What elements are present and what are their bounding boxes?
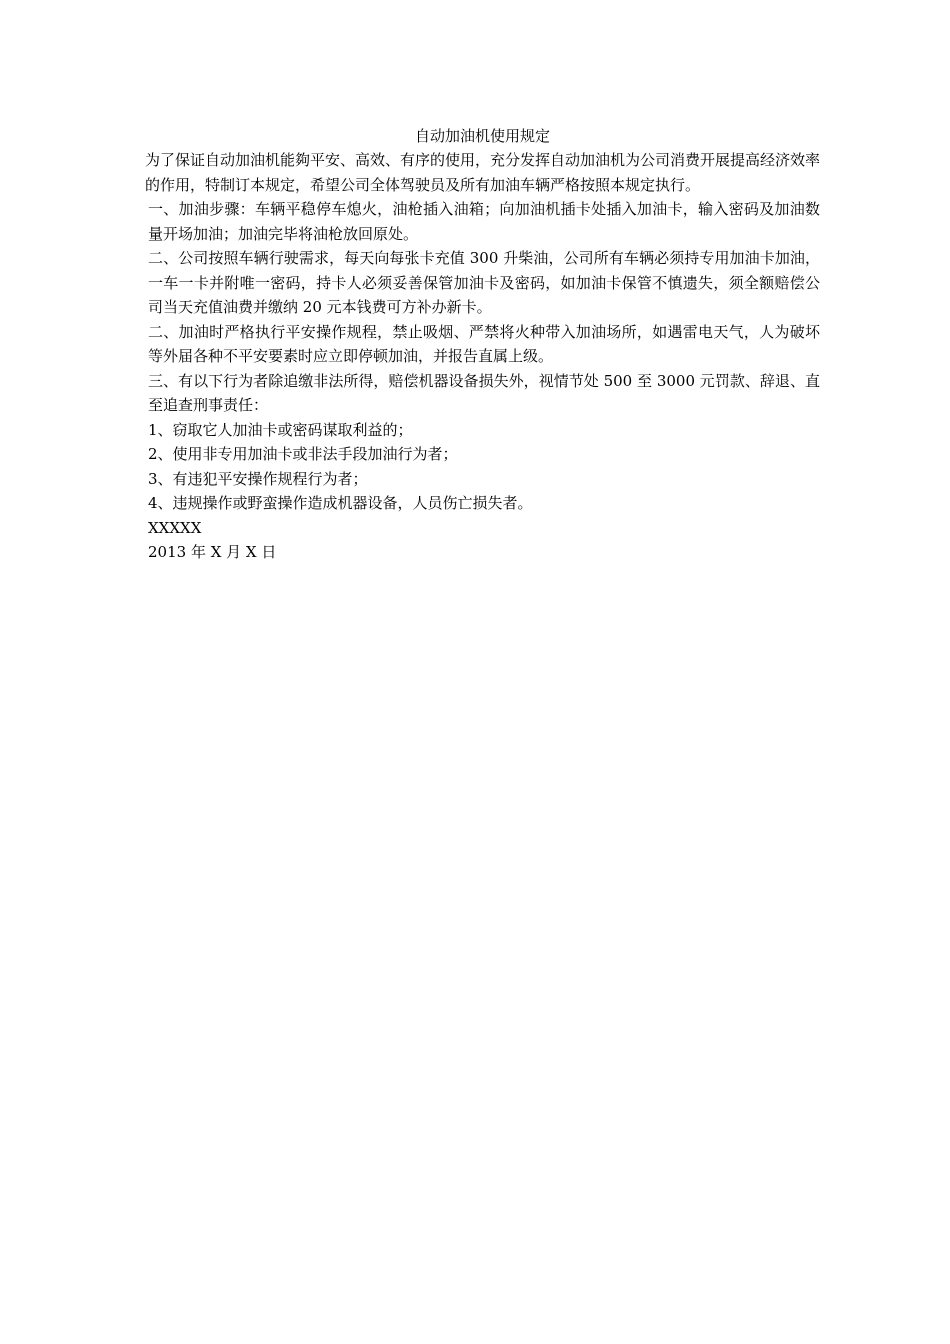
section-penalties: 三、有以下行为者除追缴非法所得，赔偿机器设备损失外，视情节处 500 至 3000 元罚款、辞退、直至追查刑事责任：: [148, 371, 820, 414]
document-title: 自动加油机使用规定: [414, 127, 550, 145]
signature-date: 2013 年 X 月 X 日: [148, 543, 277, 561]
section-refueling-steps: 一、加油步骤：车辆平稳停车熄火，油枪插入油箱；向加油机插卡处插入加油卡，输入密码及加油数量开场加油；加油完毕将油枪放回原处。: [148, 200, 820, 243]
document-body: [145, 124, 820, 565]
intro-paragraph: 为了保证自动加油机能夠平安、高效、有序的使用，充分发挥自动加油机为公司消费开展提高经济效率的作用，特制订本规定，希望公司全体驾驶员及所有加油车辆严格按照本规定执行。: [145, 151, 821, 194]
penalty-item-1: 1、窃取它人加油卡或密码谋取利益的；: [148, 420, 413, 439]
section-card-rules: 二、公司按照车辆行驶需求，每天向每张卡充值 300 升柴油，公司所有车辆必须持专用加油卡加油，一车一卡并附唯一密码，持卡人必须妥善保管加油卡及密码，如加油卡保管不慎遗失，须全额赔偿公司当天充值油费并缴纳 20 元本钱费可方补办新卡。: [148, 249, 820, 316]
penalty-item-4: 4、违规操作或野蛮操作造成机器设备，人员伤亡损失者。: [148, 494, 533, 512]
section-safety-rules: 二、加油时严格执行平安操作规程，禁止吸烟、严禁将火种带入加油场所，如遇雷电天气，人为破坏等外届各种不平安要素时应立即停顿加油，并报告直属上级。: [148, 322, 820, 365]
penalty-item-2: 2、使用非专用加油卡或非法手段加油行为者；: [148, 445, 458, 463]
signature-name: XXXXX: [148, 518, 202, 537]
penalty-item-3: 3、有违犯平安操作规程行为者；: [148, 469, 368, 488]
